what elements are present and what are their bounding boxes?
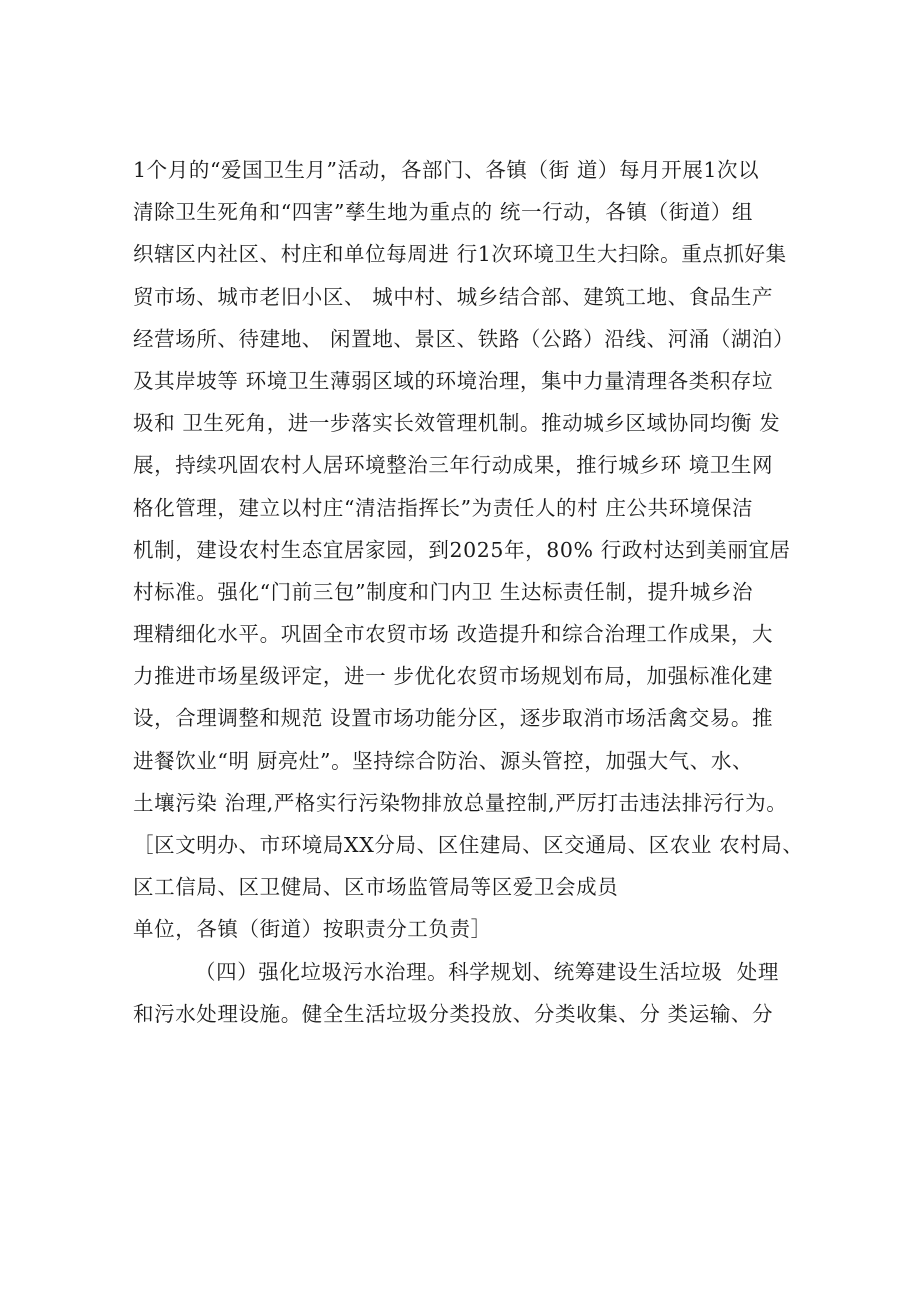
text-line: 和污水处理设施。健全生活垃圾分类投放、分类收集、分 类运输、分 <box>133 1001 774 1026</box>
responsible-units-line: 单位，各镇（街道）按职责分工负责］ <box>133 917 492 942</box>
text-line: 及其岸坡等 环境卫生薄弱区域的环境治理，集中力量清理各类积存垃 <box>133 368 774 393</box>
text-line: 展，持续巩固农村人居环境整治三年行动成果，推行城乡环 境卫生网 <box>133 453 774 478</box>
text-line: 力推进市场星级评定，进一 步优化农贸市场规划布局，加强标准化建 <box>133 664 774 689</box>
document-body <box>133 149 833 1035</box>
text-line: 经营场所、待建地、 闲置地、景区、铁路（公路）沿线、河涌（湖泊） <box>133 326 795 351</box>
text-line: 格化管理，建立以村庄“清洁指挥长”为责任人的村 庄公共环境保洁 <box>133 495 754 520</box>
text-line: 土壤污染 治理,严格实行污染物排放总量控制,严厉打击违法排污行为。 <box>133 790 788 815</box>
text-line: 理精细化水平。巩固全市农贸市场 改造提升和综合治理工作成果，大 <box>133 622 774 647</box>
text-line: 村标准。强化“门前三包”制度和门内卫 生达标责任制，提升城乡治 <box>133 579 754 604</box>
text-line: 机制，建设农村生态宜居家园，到2025年，80% 行政村达到美丽宜居 <box>133 537 791 562</box>
responsible-units-line: 区工信局、区卫健局、区市场监管局等区爱卫会成员 <box>133 875 619 900</box>
text-line: 织辖区内社区、村庄和单位每周进 行1次环境卫生大扫除。重点抓好集 <box>133 242 787 267</box>
text-line: 进餐饮业“明 厨亮灶”。坚持综合防治、源头管控，加强大气、水、 <box>133 748 754 773</box>
text-line: 清除卫生死角和“四害”孳生地为重点的 统一行动，各镇（街道）组 <box>133 200 754 225</box>
section-heading-line: （四）强化垃圾污水治理。科学规划、统筹建设生活垃圾 处理 <box>195 959 779 984</box>
text-line: 设，合理调整和规范 设置市场功能分区，逐步取消市场活禽交易。推 <box>133 706 774 731</box>
text-line: 1个月的“爱国卫生月”活动，各部门、各镇（街 道）每月开展1次以 <box>133 158 760 182</box>
text-line: 圾和 卫生死角，进一步落实长效管理机制。推动城乡区域协同均衡 发 <box>133 411 781 436</box>
text-line: 贸市场、城市老旧小区、 城中村、城乡结合部、建筑工地、食品生产 <box>133 284 774 309</box>
responsible-units-line: ［区文明办、市环境局XX分局、区住建局、区交通局、区农业 农村局、 <box>133 833 804 857</box>
